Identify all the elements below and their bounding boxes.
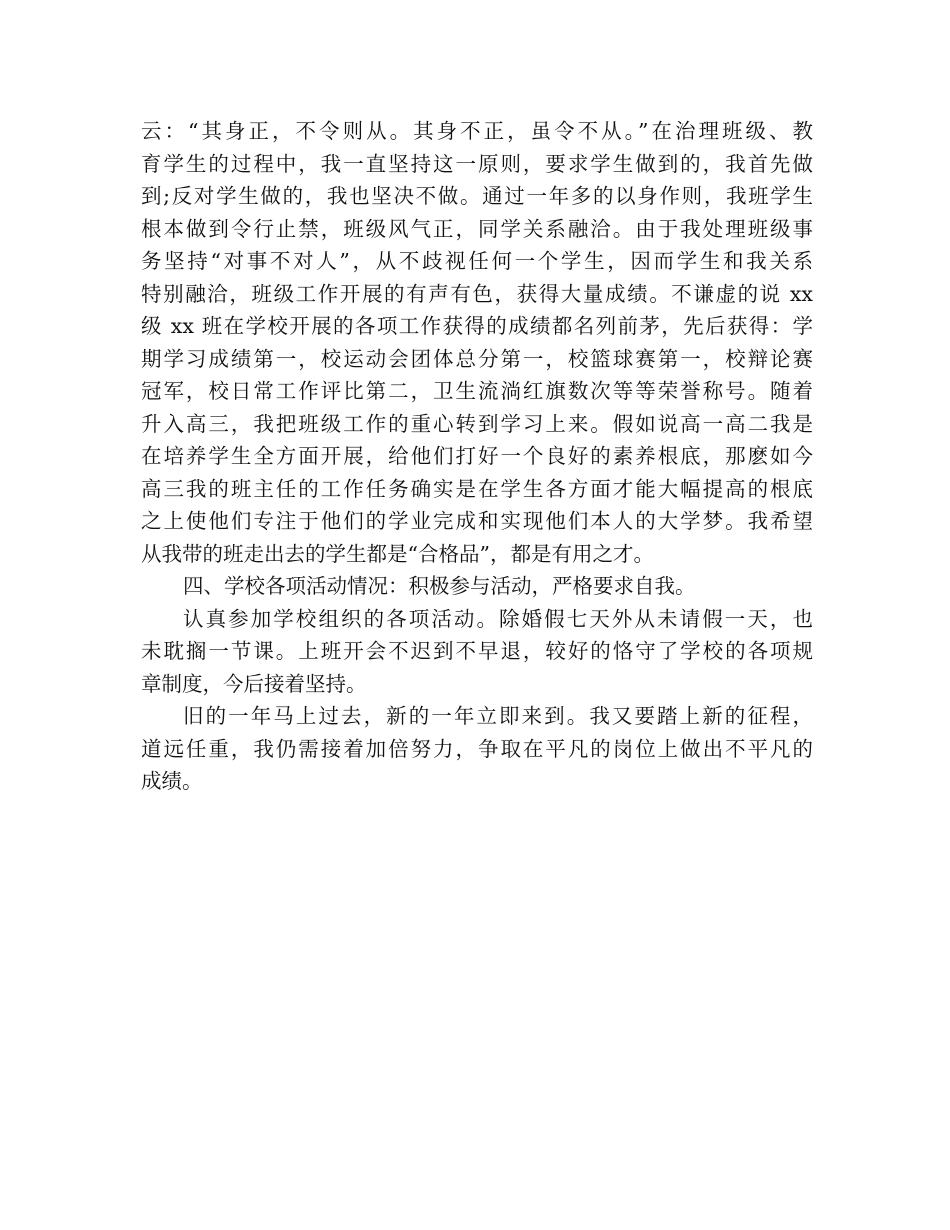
paragraph-line: 特别融洽，班级工作开展的有声有色，获得大量成绩。不谦虚的说 xx xyxy=(141,281,813,306)
paragraph-line: 章制度，今后接着坚持。 xyxy=(141,671,367,696)
document-body xyxy=(141,115,813,798)
paragraph-line: 育学生的过程中，我一直坚持这一原则，要求学生做到的，我首先做 xyxy=(141,151,813,176)
paragraph-line: 到;反对学生做的，我也坚决不做。通过一年多的以身作则，我班学生 xyxy=(141,184,813,208)
paragraph-line: 从我带的班走出去的学生都是“合格品”，都是有用之才。 xyxy=(141,541,654,566)
paragraph-line: 级 xx 班在学校开展的各项工作获得的成绩都名列前茅，先后获得：学 xyxy=(141,314,813,338)
paragraph-line: 根本做到令行止禁，班级风气正，同学关系融洽。由于我处理班级事 xyxy=(141,216,813,241)
paragraph-line: 务坚持“对事不对人”，从不歧视任何一个学生，因而学生和我关系 xyxy=(141,249,813,273)
paragraph-line: 冠军，校日常工作评比第二，卫生流淌红旗数次等等荣誉称号。随着 xyxy=(141,379,813,403)
paragraph-line: 在培养学生全方面开展，给他们打好一个良好的素养根底，那麽如今 xyxy=(141,444,813,468)
paragraph-line: 旧的一年马上过去，新的一年立即来到。我又要踏上新的征程， xyxy=(183,704,813,728)
paragraph-line: 云：“其身正，不令则从。其身不正，虽令不从。”在治理班级、教 xyxy=(141,119,813,143)
paragraph-line: 成绩。 xyxy=(141,769,203,793)
paragraph-line: 升入高三，我把班级工作的重心转到学习上来。假如说高一高二我是 xyxy=(141,411,813,436)
paragraph-line: 高三我的班主任的工作任务确实是在学生各方面才能大幅提高的根底 xyxy=(141,476,813,501)
paragraph-line: 认真参加学校组织的各项活动。除婚假七天外从未请假一天，也 xyxy=(183,606,813,631)
paragraph-line: 期学习成绩第一，校运动会团体总分第一，校篮球赛第一，校辩论赛 xyxy=(141,346,813,371)
paragraph-line: 之上使他们专注于他们的学业完成和实现他们本人的大学梦。我希望 xyxy=(141,509,813,533)
section-heading: 四、学校各项活动情况：积极参与活动，严格要求自我。 xyxy=(183,574,696,598)
paragraph-line: 道远任重，我仍需接着加倍努力，争取在平凡的岗位上做出不平凡的 xyxy=(141,736,813,761)
paragraph-line: 未耽搁一节课。上班开会不迟到不早退，较好的恪守了学校的各项规 xyxy=(141,639,813,663)
